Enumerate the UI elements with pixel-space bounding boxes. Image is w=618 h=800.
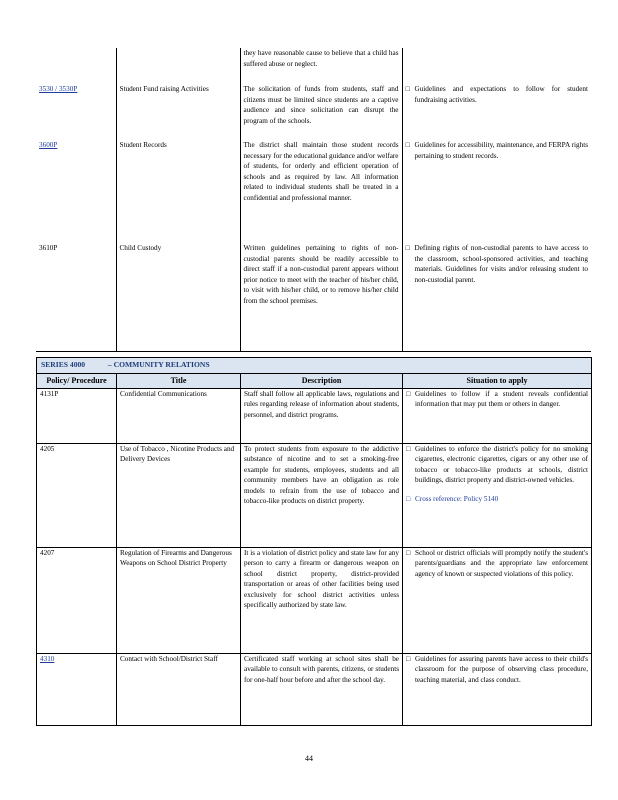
- cell-description: To protect students from exposure to the addictive substance of nicotine and to set a smoking-free example for students, employees, students and all community members have an obligation as role models to refrain from the use of tobacco and tobacco-like products on district property.: [241, 443, 403, 547]
- policy-code-link[interactable]: 3600P: [39, 141, 58, 149]
- situation-item: □ Guidelines to enforce the district's policy for no smoking cigarettes, electronic cigarettes, cigars or any other use of tobacco or tobacco-like products at schools, district buildings, district property and district-owned vehicles.: [406, 444, 588, 486]
- table-row: [36, 48, 591, 84]
- cell-policy-code: [36, 140, 116, 243]
- page-number: 44: [305, 754, 313, 763]
- policy-table-continued: [36, 48, 591, 352]
- cell-policy-code: [37, 443, 117, 547]
- series-label: SERIES 4000: [41, 360, 86, 369]
- policy-table-series-4000: [36, 357, 592, 726]
- cell-situation: [403, 443, 592, 547]
- header-description: Description: [241, 373, 403, 388]
- cell-situation: [402, 243, 591, 351]
- cell-policy-code: [37, 388, 117, 443]
- table-row: [37, 653, 592, 725]
- situation-item: □ Defining rights of non-custodial parents to have access to the classroom, school-sponsored activities, and teaching materials. Guidelines for visits and/or releasing student to non-custodial parent.: [406, 243, 589, 285]
- table-row: [36, 84, 591, 140]
- table-row: [36, 140, 591, 243]
- policy-code-link: 4205: [40, 444, 55, 453]
- situation-item: □ Guidelines and expectations to follow for student fundraising activities.: [406, 84, 589, 105]
- column-header-row: [37, 373, 592, 388]
- cell-title: Child Custody: [116, 243, 240, 351]
- header-situation: Situation to apply: [403, 373, 592, 388]
- header-policy: Policy/ Procedure: [37, 373, 117, 388]
- cell-policy-code: [36, 243, 116, 351]
- situation-list: [406, 140, 589, 161]
- cell-title: Regulation of Firearms and Dangerous Weapons on School District Property: [117, 547, 241, 653]
- cell-situation: [402, 84, 591, 140]
- cell-description: The solicitation of funds from students, staff and citizens must be limited since students are a captive audience and since solicitation can disrupt the program of the schools.: [240, 84, 402, 140]
- series-header-row: [37, 358, 592, 374]
- cell-title: Confidential Communications: [117, 388, 241, 443]
- situation-item: □ Guidelines for assuring parents have access to their child's classroom for the purpose of observing class procedure, teaching material, and class conduct.: [406, 654, 588, 686]
- policy-code-link: 3610P: [39, 244, 58, 252]
- situation-item: □ Guidelines to follow if a student reveals confidential information that may put them or others in danger.: [406, 389, 588, 410]
- table-row: [37, 443, 592, 547]
- policy-code-link[interactable]: 3530 / 3530P: [39, 85, 78, 93]
- cell-title: Student Records: [116, 140, 240, 243]
- situation-list: [406, 389, 588, 410]
- situation-list: [406, 243, 589, 285]
- cell-policy-code: [37, 547, 117, 653]
- policy-code-link[interactable]: 4310: [40, 654, 55, 663]
- cell-policy-code: [37, 653, 117, 725]
- table-row: [37, 388, 592, 443]
- policy-code-link: 4131P: [40, 389, 59, 398]
- cell-situation: [402, 140, 591, 243]
- cell-situation: [402, 48, 591, 84]
- cell-policy-code: [36, 84, 116, 140]
- cell-description: The district shall maintain those student records necessary for the educational guidance and/or welfare of students, for orderly and efficient operation of schools and as required by law. All information related to individual students shall be treated in a confidential and professional manner.: [240, 140, 402, 243]
- table-row: [37, 547, 592, 653]
- cell-title: [116, 48, 240, 84]
- cell-situation: [403, 547, 592, 653]
- cell-situation: [403, 653, 592, 725]
- cell-description: Certificated staff working at school sites shall be available to consult with parents, citizens, or students for one-half hour before and after the school day.: [241, 653, 403, 725]
- cell-description: Written guidelines pertaining to rights of non-custodial parents should be readily accessible to direct staff if a non-custodial parent appears without prior notice to meet with the teacher of his/her child, to visit with his/her child, or to remove his/her child from the school premises.: [240, 243, 402, 351]
- situation-item: □ Guidelines for accessibility, maintenance, and FERPA rights pertaining to student records.: [406, 140, 589, 161]
- cell-title: Contact with School/District Staff: [117, 653, 241, 725]
- policy-code-link: 4207: [40, 548, 55, 557]
- cell-description: It is a violation of district policy and state law for any person to carry a firearm or dangerous weapon on school district property, district-provided transportation or areas of other facilities being used exclusively for school district activities unless specifically authorized by state law.: [241, 547, 403, 653]
- table-row: [36, 243, 591, 351]
- series-title: [37, 358, 592, 374]
- situation-item: □ School or district officials will promptly notify the student's parents/guardians and the appropriate law enforcement agency of known or suspected violations of this policy.: [406, 548, 588, 580]
- cell-policy-code: [36, 48, 116, 84]
- header-title: Title: [117, 373, 241, 388]
- situation-item: □ Cross reference: Policy 5140: [406, 494, 588, 505]
- cell-situation: [403, 388, 592, 443]
- series-name: – COMMUNITY RELATIONS: [107, 360, 210, 369]
- situation-list: [406, 548, 588, 580]
- cell-title: Use of Tobacco , Nicotine Products and Delivery Devices: [117, 443, 241, 547]
- cell-title: Student Fund raising Activities: [116, 84, 240, 140]
- situation-list: [406, 84, 589, 105]
- situation-list: [406, 654, 588, 686]
- cell-description: they have reasonable cause to believe that a child has suffered abuse or neglect.: [240, 48, 402, 84]
- cell-description: Staff shall follow all applicable laws, regulations and rules regarding release of information about students, personnel, and district programs.: [241, 388, 403, 443]
- situation-list: [406, 444, 588, 505]
